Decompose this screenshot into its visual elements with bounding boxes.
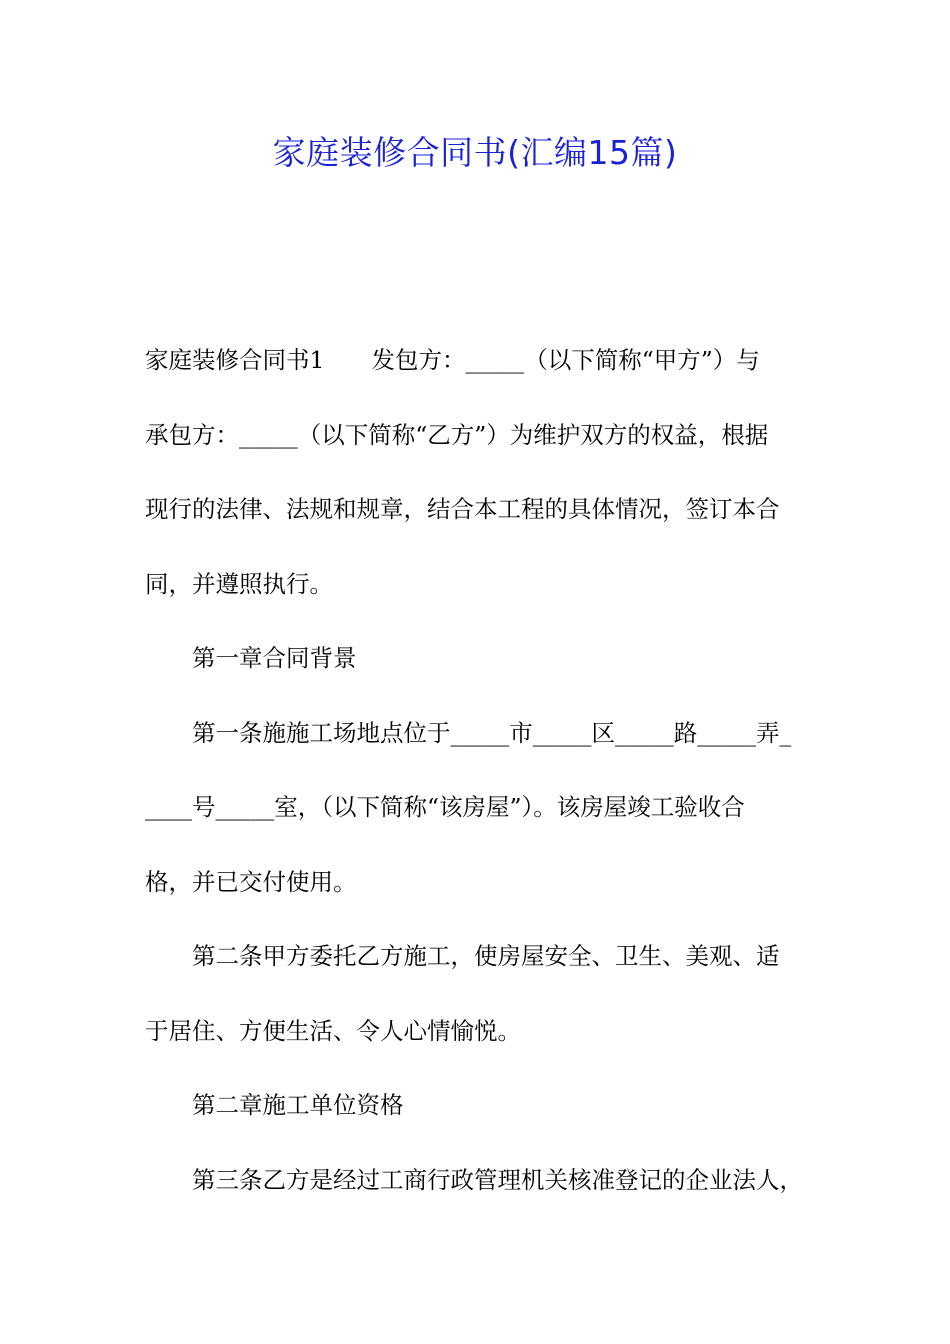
paragraph-line: 第三条乙方是经过工商行政管理机关核准登记的企业法人， bbox=[192, 1165, 803, 1194]
chapter-heading: 第二章施工单位资格 bbox=[192, 1091, 404, 1119]
paragraph-line: 格，并已交付使用。 bbox=[145, 867, 357, 896]
paragraph-line: 同，并遵照执行。 bbox=[145, 569, 333, 598]
paragraph-line: 现行的法律、法规和规章，结合本工程的具体情况，签订本合 bbox=[145, 495, 780, 523]
paragraph-line: ____号_____室，（以下简称“该房屋”）。该房屋竣工验收合 bbox=[145, 793, 745, 821]
paragraph-line: 第一条施施工场地点位于_____市_____区_____路_____弄_ bbox=[192, 718, 792, 747]
paragraph-line: 第二条甲方委托乙方施工，使房屋安全、卫生、美观、适 bbox=[192, 942, 780, 970]
document-body bbox=[145, 333, 810, 1227]
paragraph-line: 承包方：_____（以下简称“乙方”）为维护双方的权益，根据 bbox=[145, 420, 769, 449]
document-title: 家庭装修合同书(汇编15篇) bbox=[272, 133, 678, 172]
chapter-heading: 第一章合同背景 bbox=[192, 644, 357, 672]
paragraph-line: 于居住、方便生活、令人心情愉悦。 bbox=[145, 1016, 521, 1045]
paragraph-line: 家庭装修合同书1 发包方：_____（以下简称“甲方”）与 bbox=[145, 346, 760, 374]
